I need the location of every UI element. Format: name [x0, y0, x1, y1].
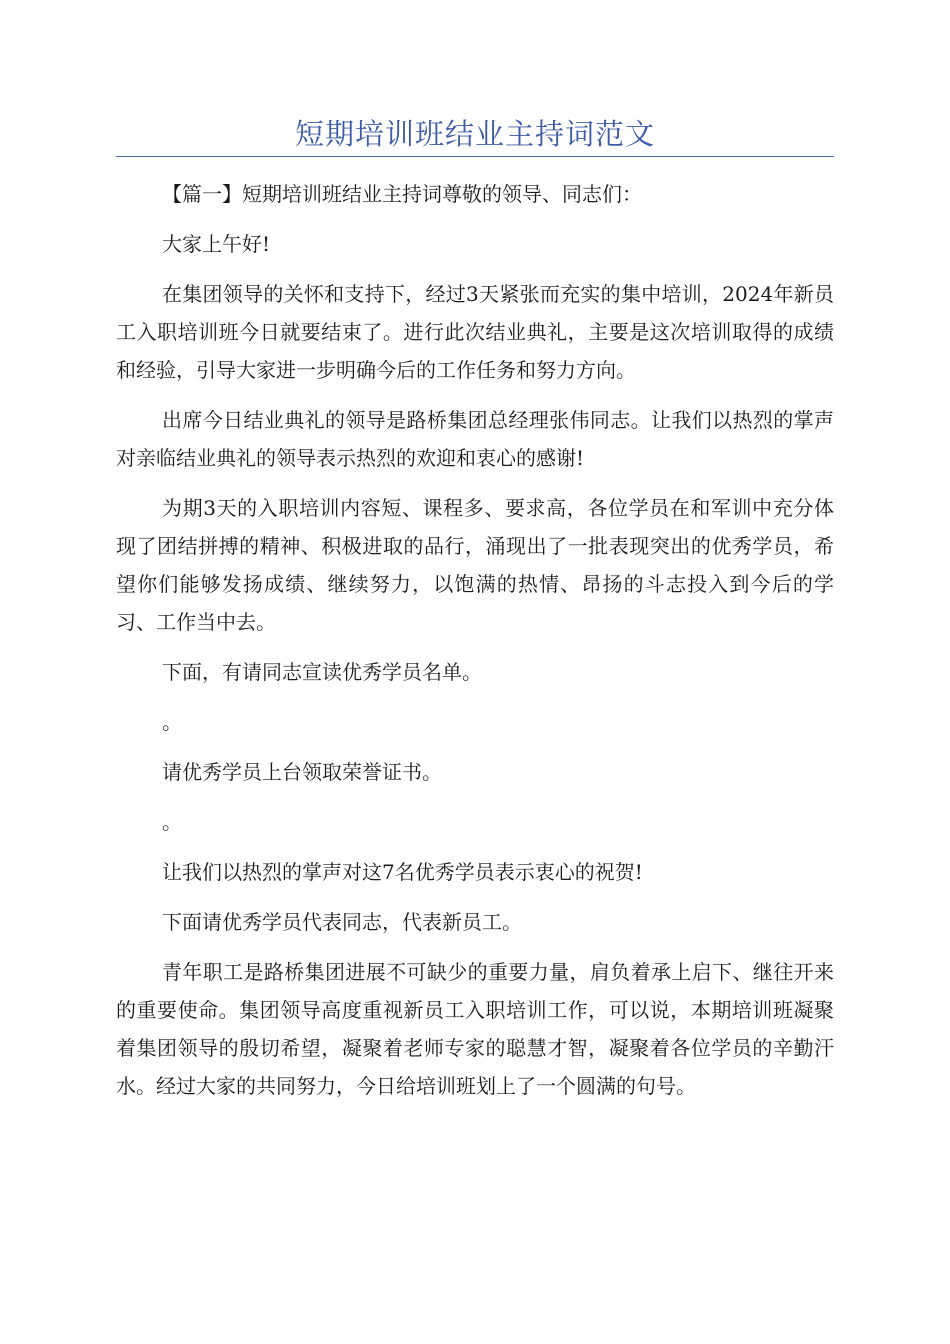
paragraph: 下面，有请同志宣读优秀学员名单。 — [162, 660, 482, 684]
paragraph: 为期3天的入职培训内容短、课程多、要求高，各位学员在和军训中充分体现了团结拼搏的精神、积极进取的品行，涌现出了一批表现突出的优秀学员，希望你们能够发扬成绩、继续努力，以饱满的热情、昂扬的斗志投入到今后的学习、工作当中去。 — [116, 496, 834, 634]
paragraph: 在集团领导的关怀和支持下，经过3天紧张而充实的集中培训，2024年新员工入职培训班今日就要结束了。进行此次结业典礼，主要是这次培训取得的成绩和经验，引导大家进一步明确今后的工作任务和努力方向。 — [116, 282, 834, 382]
paragraph: 【篇一】短期培训班结业主持词尊敬的领导、同志们： — [162, 182, 642, 206]
paragraph: 。 — [162, 810, 182, 834]
paragraph: 出席今日结业典礼的领导是路桥集团总经理张伟同志。让我们以热烈的掌声对亲临结业典礼的领导表示热烈的欢迎和衷心的感谢! — [116, 408, 834, 470]
document-body — [116, 175, 834, 1105]
title-underline — [116, 156, 834, 157]
document-page — [116, 0, 834, 1117]
document-title: 短期培训班结业主持词范文 — [294, 117, 655, 151]
paragraph: 青年职工是路桥集团进展不可缺少的重要力量，肩负着承上启下、继往开来的重要使命。集团领导高度重视新员工入职培训工作，可以说，本期培训班凝聚着集团领导的殷切希望，凝聚着老师专家的聪慧才智，凝聚着各位学员的辛勤汗水。经过大家的共同努力，今日给培训班划上了一个圆满的句号。 — [116, 960, 834, 1098]
paragraph: 让我们以热烈的掌声对这7名优秀学员表示衷心的祝贺! — [162, 860, 643, 884]
paragraph: 大家上午好! — [162, 232, 271, 256]
paragraph: 。 — [162, 710, 182, 734]
paragraph: 请优秀学员上台领取荣誉证书。 — [162, 760, 442, 784]
paragraph: 下面请优秀学员代表同志，代表新员工。 — [162, 910, 522, 934]
